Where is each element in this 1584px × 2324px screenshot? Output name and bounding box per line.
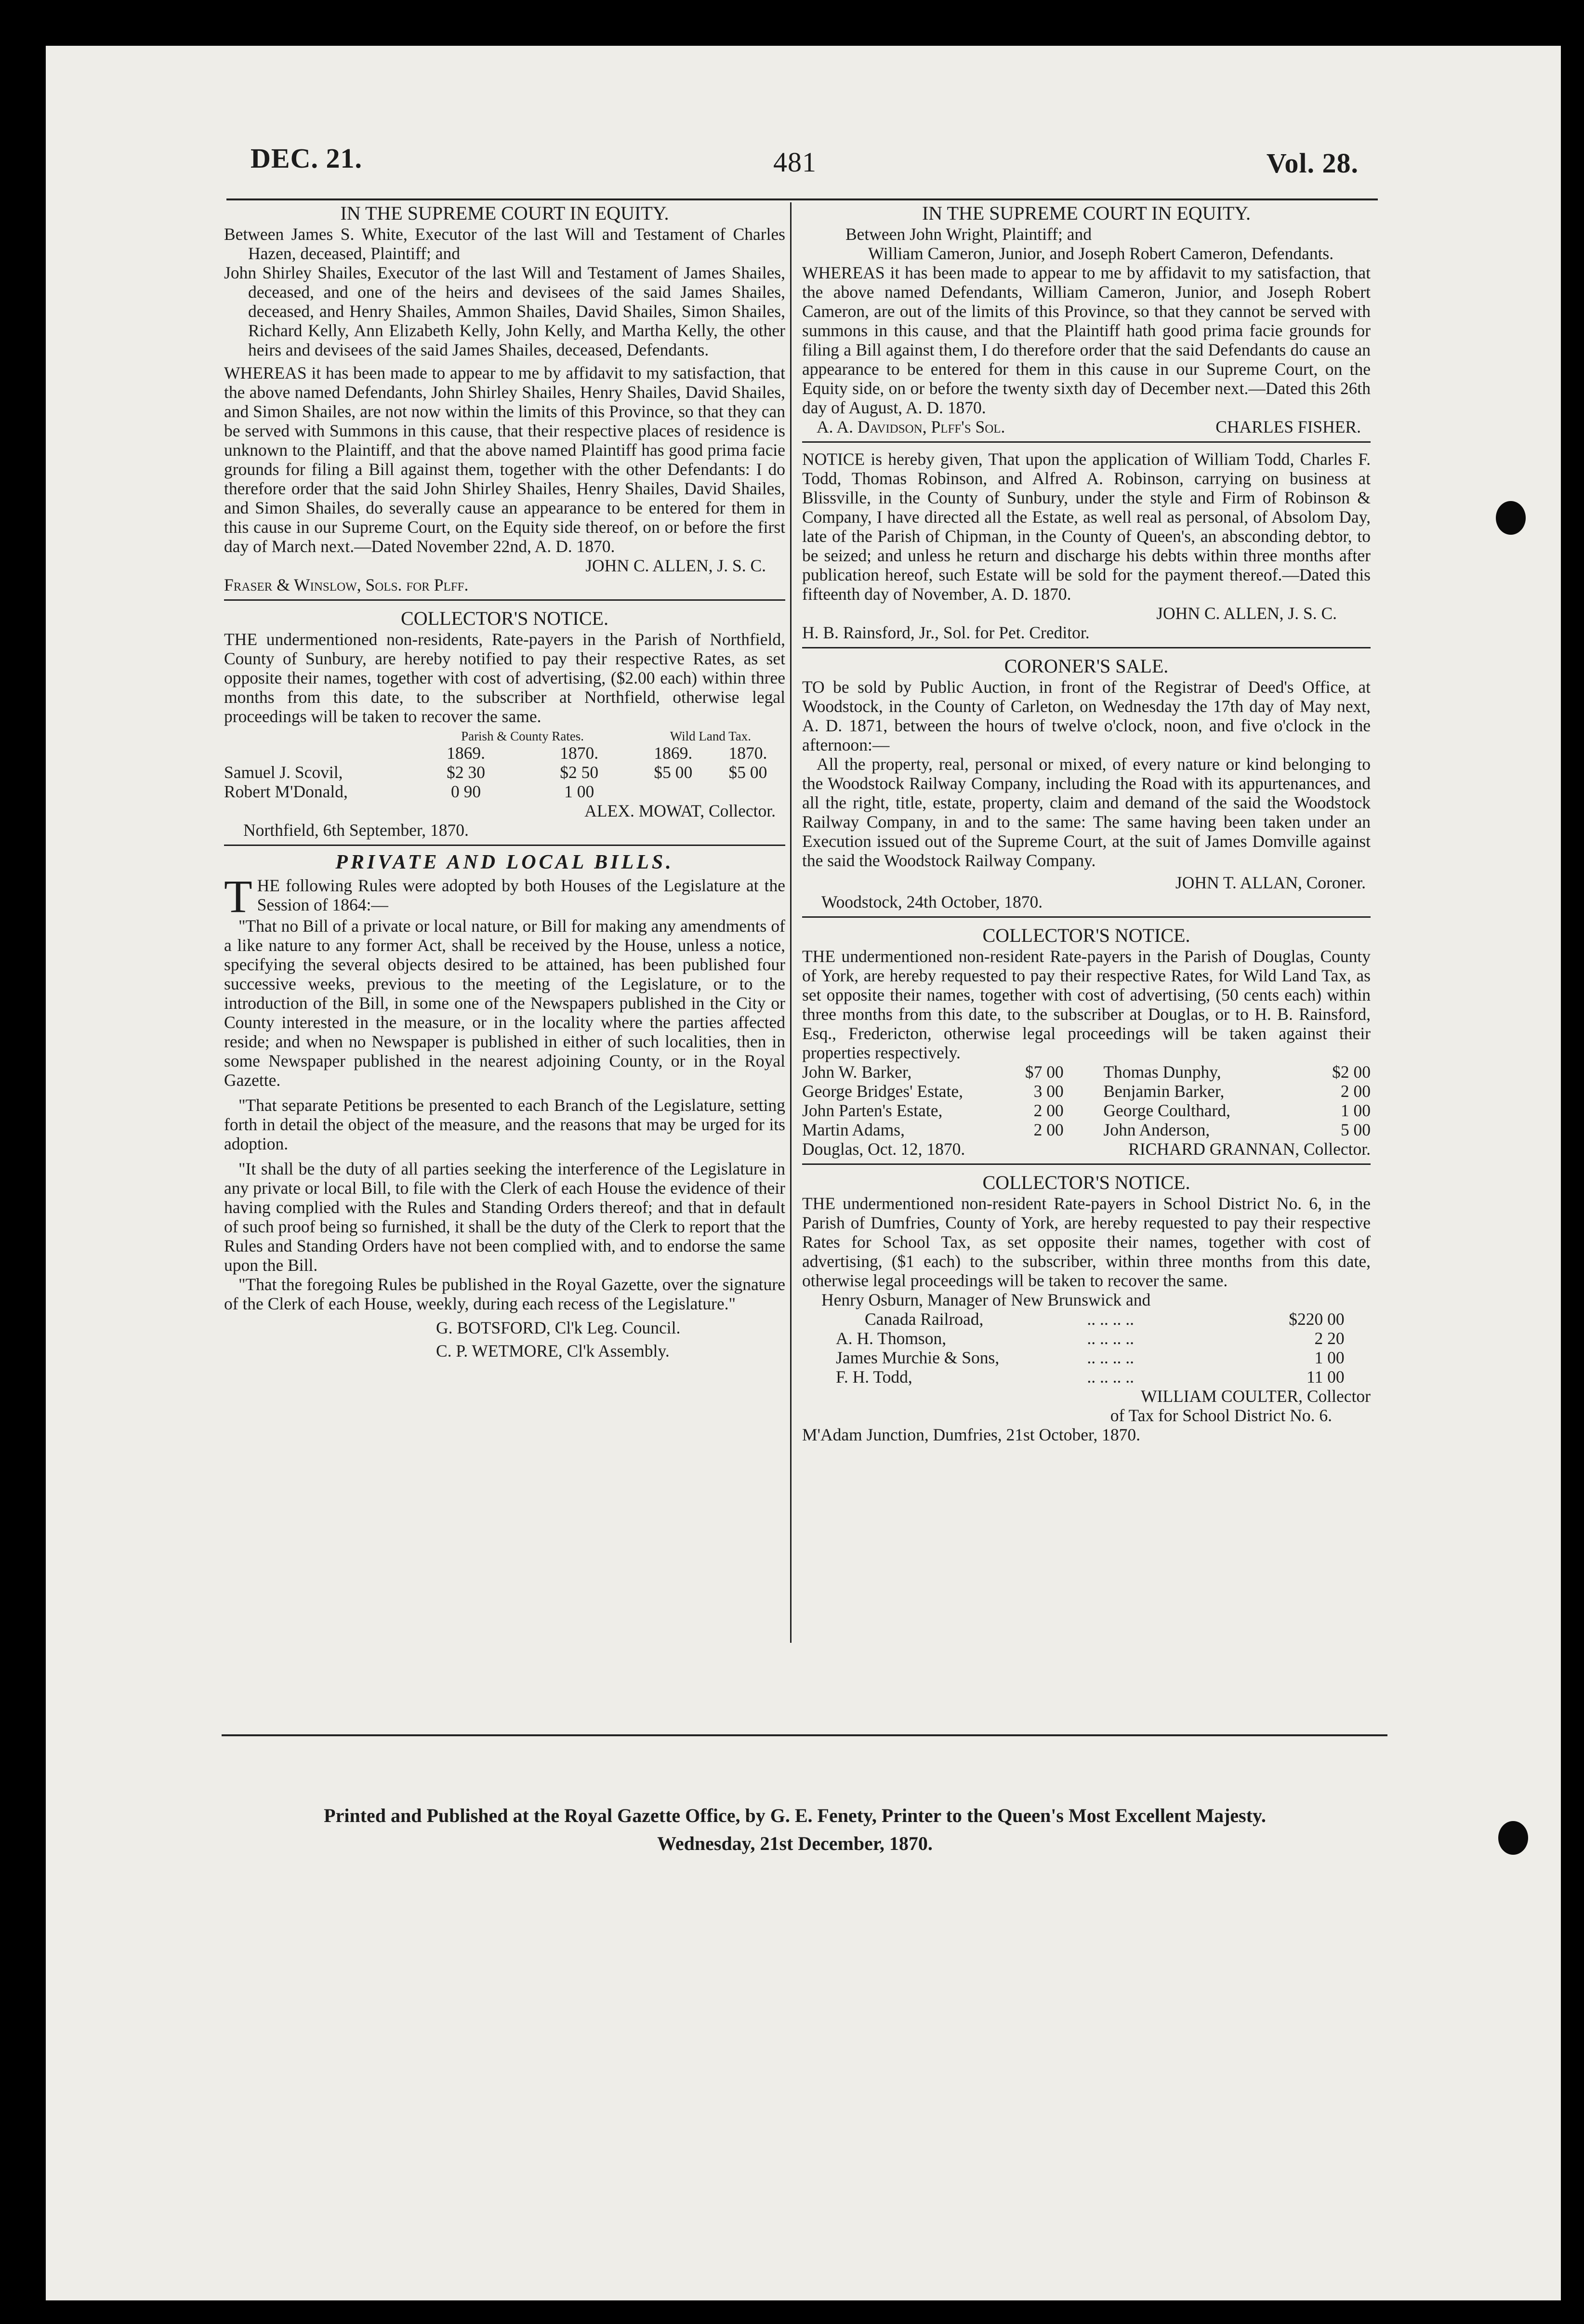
leader-dots: .. .. .. ..	[1087, 1367, 1135, 1386]
page-header	[251, 137, 1359, 185]
ratepayer-name: John W. Barker,	[802, 1062, 912, 1082]
volume-number: Vol. 28.	[1266, 147, 1359, 179]
section-rule	[224, 845, 785, 846]
ratepayer-name: F. H. Todd,	[836, 1367, 912, 1386]
notice-body: NOTICE is hereby given, That upon the application of William Todd, Charles F. Todd, Thomas Robinson, and Alfred A. Robinson, carrying on business at Blissville, in the County of Sunbury, under the style and Firm of Robinson & Company, I have directed all the Estate, as well real as personal, of Absolom Day, late of the Parish of Chipman, in the County of Queen's, an absconding debtor, to be seized; and unless he return and discharge his debts within three months after publication hereof, such Estate will be sold for the payment thereof.—Dated this fifteenth day of November, A. D. 1870.	[802, 449, 1371, 604]
judge-signature: CHARLES FISHER.	[1215, 417, 1361, 436]
table-row	[802, 1082, 1371, 1101]
collector-signature: WILLIAM COULTER, Collector	[1141, 1386, 1371, 1406]
notice-heading: COLLECTOR'S NOTICE.	[982, 1172, 1190, 1193]
imprint-line: Printed and Published at the Royal Gazette Office, by G. E. Fenety, Printer to the Queen's Most Excellent Majesty.	[324, 1805, 1266, 1826]
table-row	[802, 1101, 1371, 1120]
page-number: 481	[773, 146, 817, 178]
rate-value: $2 00	[1332, 1062, 1371, 1082]
rate-value: 2 00	[1033, 1101, 1064, 1120]
parties-plaintiff: Between John Wright, Plaintiff; and	[845, 224, 1092, 244]
judge-signature: JOHN C. ALLEN, J. S. C.	[585, 556, 766, 575]
year-header: 1870.	[728, 743, 767, 763]
rate-value: $220 00	[1289, 1309, 1345, 1329]
ratepayer-name: John Anderson,	[1103, 1120, 1210, 1139]
left-column	[224, 202, 785, 1360]
dateline: Woodstock, 24th October, 1870.	[821, 892, 1043, 911]
collector-signature-title: of Tax for School District No. 6.	[1110, 1406, 1332, 1425]
leader-dots: .. .. .. ..	[1087, 1329, 1135, 1348]
equity-notice-white-shailes	[224, 202, 785, 594]
coroner-signature: JOHN T. ALLAN, Coroner.	[1175, 873, 1366, 892]
collector-signature: RICHARD GRANNAN, Collector.	[1128, 1139, 1371, 1159]
table-row	[821, 1367, 1345, 1386]
section-rule	[802, 1163, 1371, 1165]
notice-body: THE undermentioned non-residents, Rate-payers in the Parish of Northfield, County of Sunbury, are hereby notified to pay their respective Rates, as set opposite their names, together with cost of advertising, ($2.00 each) within three months from this date, to the subscriber at Northfield, otherwise legal proceedings will be taken to recover the same.	[224, 630, 785, 726]
section-rule	[802, 916, 1371, 918]
section-rule	[802, 647, 1371, 648]
rate-value: $5 00	[728, 763, 767, 782]
rate-value: 1 00	[1340, 1101, 1371, 1120]
table-row	[821, 1290, 1345, 1309]
notice-heading: COLLECTOR'S NOTICE.	[982, 924, 1190, 946]
footer-rule	[222, 1734, 1387, 1736]
equity-notice-wright-cameron	[802, 202, 1371, 436]
rule-paragraph: "That no Bill of a private or local nature, or Bill for making any amendments of a like nature to any former Act, shall be received by the House, unless a notice, specifying the several objects desired to be attained, has been published four successive weeks, previous to the meeting of the Legislature, or to the introduction of the Bill, in some one of the Newspapers published in the City or County interested in the measure, or in the locality where the parties affected reside; and when no Newspaper is published in either of such localities, then in some Newspaper published in the nearest adjoining County, or in the Royal Gazette.	[224, 916, 785, 1090]
notice-body: All the property, real, personal or mixed, of every nature or kind belonging to the Woodstock Railway Company, including the Road with its appurtenances, and all the right, title, estate, property, claim and demand of the said the Woodstock Railway Company, in and to the same: The same having been taken under an Execution issued out of the Supreme Court, at the suit of James Domville against the said the Woodstock Railway Company.	[802, 754, 1371, 870]
notice-heading: IN THE SUPREME COURT IN EQUITY.	[340, 202, 669, 224]
ratepayer-name: George Coulthard,	[1103, 1101, 1230, 1120]
ratepayer-name: George Bridges' Estate,	[802, 1082, 964, 1101]
rate-value: $2 30	[447, 763, 485, 782]
notice-body: WHEREAS it has been made to appear to me by affidavit to my satisfaction, that the above named Defendants, John Shirley Shailes, Henry Shailes, David Shailes, and Simon Shailes, are not now within the limits of this Province, so that they can be served with Summons in this cause, that their respective places of residence is unknown to the Plaintiff, and that the above named Plaintiff has good prima facie grounds for filing a Bill against them, together with the other Defendants: I do therefore order that the said John Shirley Shailes, Henry Shailes, David Shailes, and Simon Shailes, do severally cause an appearance to be entered for them in this cause in our Supreme Court, on the Equity side thereof, on or before the first day of March next.—Dated November 22nd, A. D. 1870.	[224, 363, 785, 556]
dateline: Douglas, Oct. 12, 1870.	[802, 1139, 965, 1159]
solicitor: A. A. Davidson, Plff's Sol.	[817, 417, 1005, 436]
right-column	[802, 202, 1371, 1444]
leader-dots: .. .. .. ..	[1087, 1309, 1135, 1329]
judge-signature: JOHN C. ALLEN, J. S. C.	[1156, 604, 1337, 623]
binding-hole-upper	[1496, 501, 1526, 535]
drop-cap: T	[224, 871, 252, 922]
rate-value: 2 20	[1314, 1329, 1345, 1348]
ratepayer-name: Martin Adams,	[802, 1120, 905, 1139]
rate-value: $5 00	[654, 763, 693, 782]
table-row	[224, 782, 785, 801]
rate-value: 3 00	[1033, 1082, 1064, 1101]
parties-defendants: John Shirley Shailes, Executor of the last Will and Testament of James Shailes, deceased, and one of the heirs and devisees of the said James Shailes, deceased, and Henry Shailes, Ammon Shailes, David Shailes, Simon Shailes, Richard Kelly, Ann Elizabeth Kelly, John Kelly, and Martha Kelly, the other heirs and devisees of the said James Shailes, deceased, Defendants.	[224, 263, 785, 359]
rate-value	[711, 782, 785, 801]
year-header: 1869.	[654, 743, 693, 763]
dateline: Northfield, 6th September, 1870.	[243, 820, 469, 840]
collector-signature: ALEX. MOWAT, Collector.	[584, 801, 776, 820]
rule-paragraph: "That separate Petitions be presented to each Branch of the Legislature, setting forth in detail the object of the measure, and the reasons that may be urged for its adoption.	[224, 1096, 785, 1153]
rates-table	[224, 729, 785, 801]
notice-body: THE undermentioned non-resident Rate-payers in the Parish of Douglas, County of York, are hereby requested to pay their respective Rates, for Wild Land Tax, as set opposite their names, together with cost of advertising, (50 cents each) within three months from this date, to the subscriber at Douglas, or to H. B. Rainsford, Esq., Fredericton, otherwise legal proceedings will be taken against their properties respectively.	[802, 947, 1371, 1062]
dateline: M'Adam Junction, Dumfries, 21st October, 1870.	[802, 1425, 1141, 1444]
collector-notice-northfield	[224, 607, 785, 840]
table-row	[224, 763, 785, 782]
rate-value: 1 00	[1314, 1348, 1345, 1367]
section-rule	[802, 441, 1371, 443]
rate-value: $7 00	[1025, 1062, 1064, 1082]
ratepayer-name: Canada Railroad,	[865, 1309, 984, 1329]
ratepayer-name: John Parten's Estate,	[802, 1101, 943, 1120]
notice-heading: IN THE SUPREME COURT IN EQUITY.	[922, 202, 1251, 224]
notice-heading: COLLECTOR'S NOTICE.	[401, 607, 608, 629]
imprint-date: Wednesday, 21st December, 1870.	[657, 1833, 933, 1854]
parties-plaintiff: Between James S. White, Executor of the last Will and Testament of Charles Hazen, deceased, Plaintiff; and	[224, 224, 785, 263]
rate-value	[636, 782, 711, 801]
rate-value: $2 50	[560, 763, 599, 782]
clerk-signature: C. P. WETMORE, Cl'k Assembly.	[436, 1341, 670, 1360]
column-head-wildland: Wild Land Tax.	[670, 729, 751, 743]
section-rule	[224, 599, 785, 601]
notice-body: WHEREAS it has been made to appear to me by affidavit to my satisfaction, that the above named Defendants, William Cameron, Junior, and Joseph Robert Cameron, are out of the limits of this Province, so that they cannot be served with summons in this cause, and that the Plaintiff hath good prima facie grounds for filing a Bill against them, I do therefore order that the said Defendants do cause an appearance to be entered for them in this cause in our Supreme Court, on the Equity side, on or before the twenty sixth day of December next.—Dated this 26th day of August, A. D. 1870.	[802, 263, 1371, 417]
notice-body: THE undermentioned non-resident Rate-payers in School District No. 6, in the Parish of Dumfries, County of York, are hereby requested to pay their respective Rates for School Tax, as set opposite their names, together with cost of advertising, ($1 each) to the subscriber, within three months from this date, otherwise legal proceedings will be taken to recover the same.	[802, 1194, 1371, 1290]
rate-value: 1 00	[564, 782, 594, 801]
ratepayer-name: James Murchie & Sons,	[836, 1348, 1000, 1367]
absconding-debtor-notice	[802, 449, 1371, 642]
private-local-bills	[224, 853, 785, 1360]
ratepayer-name: Samuel J. Scovil,	[224, 763, 343, 782]
rates-table	[821, 1290, 1345, 1386]
notice-body: TO be sold by Public Auction, in front of the Registrar of Deed's Office, at Woodstock, in the County of Carleton, on Wednesday the 17th day of May next, A. D. 1871, between the hours of twelve o'clock, noon, and five o'clock in the afternoon:—	[802, 677, 1371, 754]
coroners-sale	[802, 655, 1371, 911]
column-divider	[790, 202, 792, 1643]
collector-notice-dumfries	[802, 1172, 1371, 1444]
rate-value: 11 00	[1307, 1367, 1345, 1386]
ratepayer-name: A. H. Thomson,	[836, 1329, 947, 1348]
table-row	[821, 1348, 1345, 1367]
bills-intro: HE following Rules were adopted by both Houses of the Legislature at the Session of 1864:—	[257, 876, 785, 914]
rate-value: 2 00	[1340, 1082, 1371, 1101]
binding-hole-lower	[1498, 1821, 1528, 1855]
ratepayer-name: Thomas Dunphy,	[1103, 1062, 1221, 1082]
column-head-parish: Parish & County Rates.	[461, 729, 584, 743]
table-row	[802, 1062, 1371, 1082]
year-header: 1870.	[560, 743, 599, 763]
clerk-signature: G. BOTSFORD, Cl'k Leg. Council.	[436, 1318, 681, 1337]
issue-date: DEC. 21.	[251, 143, 362, 174]
leader-dots: .. .. .. ..	[1087, 1348, 1135, 1367]
ratepayer-name: Benjamin Barker,	[1103, 1082, 1225, 1101]
rate-value: 0 90	[450, 782, 481, 801]
rule-paragraph: "That the foregoing Rules be published in the Royal Gazette, over the signature of the Clerk of each House, weekly, during each recess of the Legislature."	[224, 1275, 785, 1313]
rates-table	[802, 1062, 1371, 1139]
imprint	[145, 1802, 1445, 1858]
collector-notice-douglas	[802, 924, 1371, 1159]
year-header: 1869.	[447, 743, 485, 763]
header-rule	[226, 198, 1378, 200]
notice-heading: PRIVATE AND LOCAL BILLS.	[335, 851, 674, 873]
rate-value: 5 00	[1340, 1120, 1371, 1139]
table-row	[802, 1120, 1371, 1139]
notice-heading: CORONER'S SALE.	[1004, 655, 1169, 677]
ratepayer-name: Henry Osburn, Manager of New Brunswick and	[821, 1290, 1151, 1309]
parties-defendants: William Cameron, Junior, and Joseph Robert Cameron, Defendants.	[868, 244, 1334, 263]
table-row	[821, 1329, 1345, 1348]
ratepayer-name: Robert M'Donald,	[224, 782, 348, 801]
rule-paragraph: "It shall be the duty of all parties seeking the interference of the Legislature in any private or local Bill, to file with the Clerk of each House the evidence of their having complied with the Rules and Standing Orders thereof; and that in default of such proof being so furnished, it shall be the duty of the Clerk to report that the Rules and Standing Orders have not been complied with, and to endorse the same upon the Bill.	[224, 1159, 785, 1275]
table-row	[821, 1309, 1345, 1329]
solicitor: H. B. Rainsford, Jr., Sol. for Pet. Creditor.	[802, 623, 1090, 642]
rate-value: 2 00	[1033, 1120, 1064, 1139]
solicitors: Fraser & Winslow, Sols. for Plff.	[224, 575, 469, 594]
